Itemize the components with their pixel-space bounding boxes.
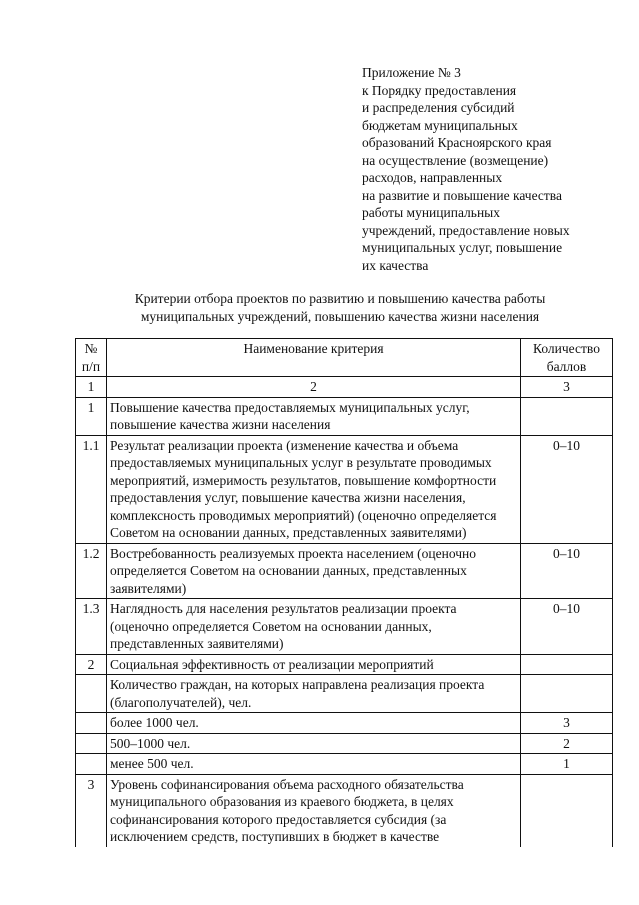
header-num: № п/п	[76, 339, 107, 377]
row-name: 500–1000 чел.	[107, 733, 521, 754]
row-points	[521, 774, 613, 847]
criteria-table	[75, 338, 613, 847]
row-name: менее 500 чел.	[107, 754, 521, 775]
row-num	[76, 754, 107, 775]
table-row	[76, 435, 613, 543]
row-name: Количество граждан, на которых направлена реализация проекта (благополучателей), чел.	[107, 675, 521, 713]
row-num	[76, 713, 107, 734]
row-num: 1.3	[76, 599, 107, 655]
row-name: Востребованность реализуемых проекта населением (оценочно определяется Советом на основании данных, представленных заявителями)	[107, 543, 521, 599]
row-num	[76, 675, 107, 713]
row-num	[76, 733, 107, 754]
table-header-row	[76, 339, 613, 377]
row-num: 2	[76, 654, 107, 675]
appendix-header	[362, 64, 570, 274]
title-line-2: муниципальных учреждений, повышению качества жизни населения	[140, 309, 540, 324]
index-cell: 2	[107, 377, 521, 398]
row-num: 1	[76, 397, 107, 435]
document-title	[60, 290, 620, 326]
appendix-line: муниципальных услуг, повышение	[362, 240, 563, 255]
row-name: более 1000 чел.	[107, 713, 521, 734]
row-num: 1.2	[76, 543, 107, 599]
table-row	[76, 713, 613, 734]
table-row	[76, 774, 613, 847]
row-name: Наглядность для населения результатов реализации проекта (оценочно определяется Советом на основании данных, представленных заявителями)	[107, 599, 521, 655]
row-points: 0–10	[521, 435, 613, 543]
row-name: Результат реализации проекта (изменение качества и объема предоставляемых муниципальных услуг в результате проводимых мероприятий, измеримость результатов, повышение комфортности предоставления услуг, повышение качества жизни населения, комплексность проводимых мероприятий) (оценочно определяется Советом на основании данных, представленных заявителями)	[107, 435, 521, 543]
index-cell: 1	[76, 377, 107, 398]
index-cell: 3	[521, 377, 613, 398]
table-row	[76, 754, 613, 775]
row-points: 0–10	[521, 543, 613, 599]
appendix-line: и распределения субсидий	[362, 100, 515, 115]
table-row	[76, 733, 613, 754]
row-points: 0–10	[521, 599, 613, 655]
appendix-line: Приложение № 3	[362, 65, 461, 80]
row-points: 1	[521, 754, 613, 775]
row-name: Социальная эффективность от реализации мероприятий	[107, 654, 521, 675]
index-row	[76, 377, 613, 398]
table-row	[76, 675, 613, 713]
header-points: Количество баллов	[521, 339, 613, 377]
appendix-line: учреждений, предоставление новых	[362, 222, 570, 238]
appendix-line: бюджетам муниципальных	[362, 117, 518, 133]
row-num: 1.1	[76, 435, 107, 543]
header-name: Наименование критерия	[107, 339, 521, 377]
row-points	[521, 675, 613, 713]
row-name: Повышение качества предоставляемых муниципальных услуг, повышение качества жизни населения	[107, 397, 521, 435]
row-num: 3	[76, 774, 107, 847]
table-row	[76, 543, 613, 599]
row-name: Уровень софинансирования объема расходного обязательства муниципального образования из краевого бюджета, в целях софинансирования которого предоставляется субсидия (за исключением средств, поступивших в бюджет в качестве	[107, 774, 521, 847]
title-line-1: Критерии отбора проектов по развитию и повышению качества работы	[134, 291, 546, 306]
table-row	[76, 599, 613, 655]
table-row	[76, 397, 613, 435]
appendix-line: расходов, направленных	[362, 170, 503, 185]
row-points: 2	[521, 733, 613, 754]
appendix-line: на осуществление (возмещение)	[362, 152, 549, 168]
table-row	[76, 654, 613, 675]
appendix-line: образований Красноярского края	[362, 135, 552, 150]
appendix-line: их качества	[362, 257, 429, 273]
appendix-line: работы муниципальных	[362, 205, 500, 220]
appendix-line: на развитие и повышение качества	[362, 187, 562, 203]
row-points	[521, 397, 613, 435]
row-points	[521, 654, 613, 675]
row-points: 3	[521, 713, 613, 734]
appendix-line: к Порядку предоставления	[362, 82, 517, 98]
